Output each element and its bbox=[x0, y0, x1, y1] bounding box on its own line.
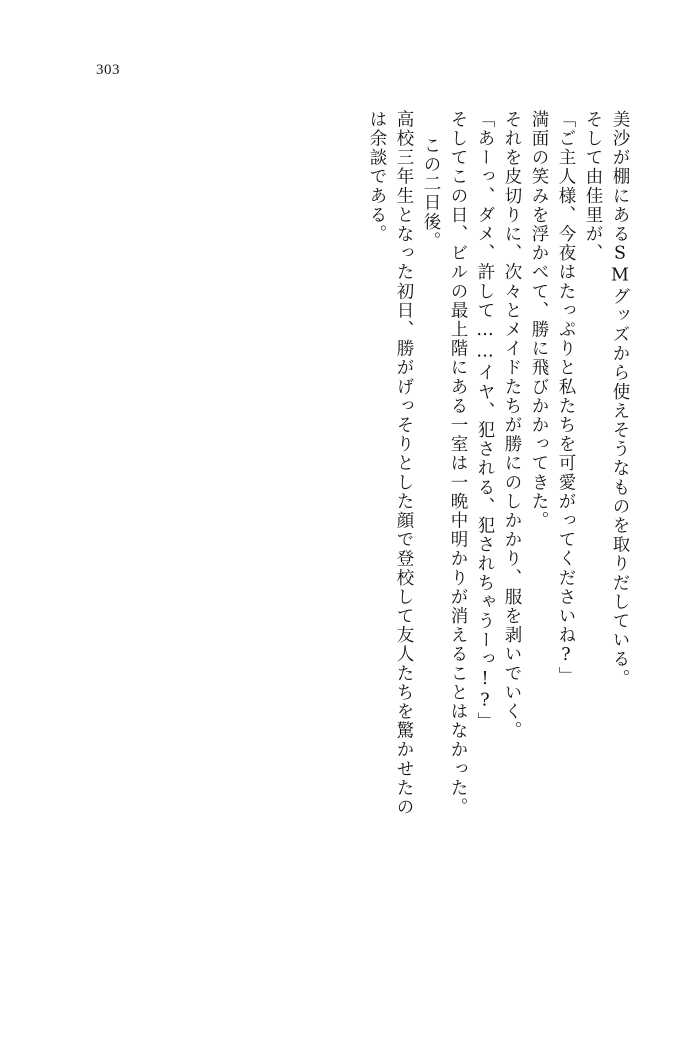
text-column: は余談である。 bbox=[367, 110, 387, 244]
text-column: 「ご主人様、今夜はたっぷりと私たちを可愛がってくださいね?」 bbox=[556, 110, 576, 686]
text-column: そしてこの日、ビルの最上階にある一室は一晩中明かりが消えることはなかった。 bbox=[448, 110, 468, 817]
text-column: 「あーっ、ダメ、許して……イヤ、犯される、犯されちゃうーっ!?」 bbox=[475, 110, 495, 732]
text-column: 美沙が棚にあるSMグッズから使えそうなものを取りだしている。 bbox=[610, 110, 630, 688]
text-column: 高校三年生となった初日、勝がげっそりとした顔で登校して友人たちを驚かせたの bbox=[394, 110, 414, 817]
page-number: 303 bbox=[96, 62, 120, 78]
text-column: それを皮切りに、次々とメイドたちが勝にのしかかり、服を剥いでいく。 bbox=[502, 110, 522, 741]
vertical-text-block bbox=[358, 110, 628, 960]
text-column: この二日後。 bbox=[421, 136, 441, 251]
text-column: そして由佳里が、 bbox=[583, 110, 603, 263]
text-column: 満面の笑みを浮かべて、勝に飛びかかってきた。 bbox=[529, 110, 549, 531]
